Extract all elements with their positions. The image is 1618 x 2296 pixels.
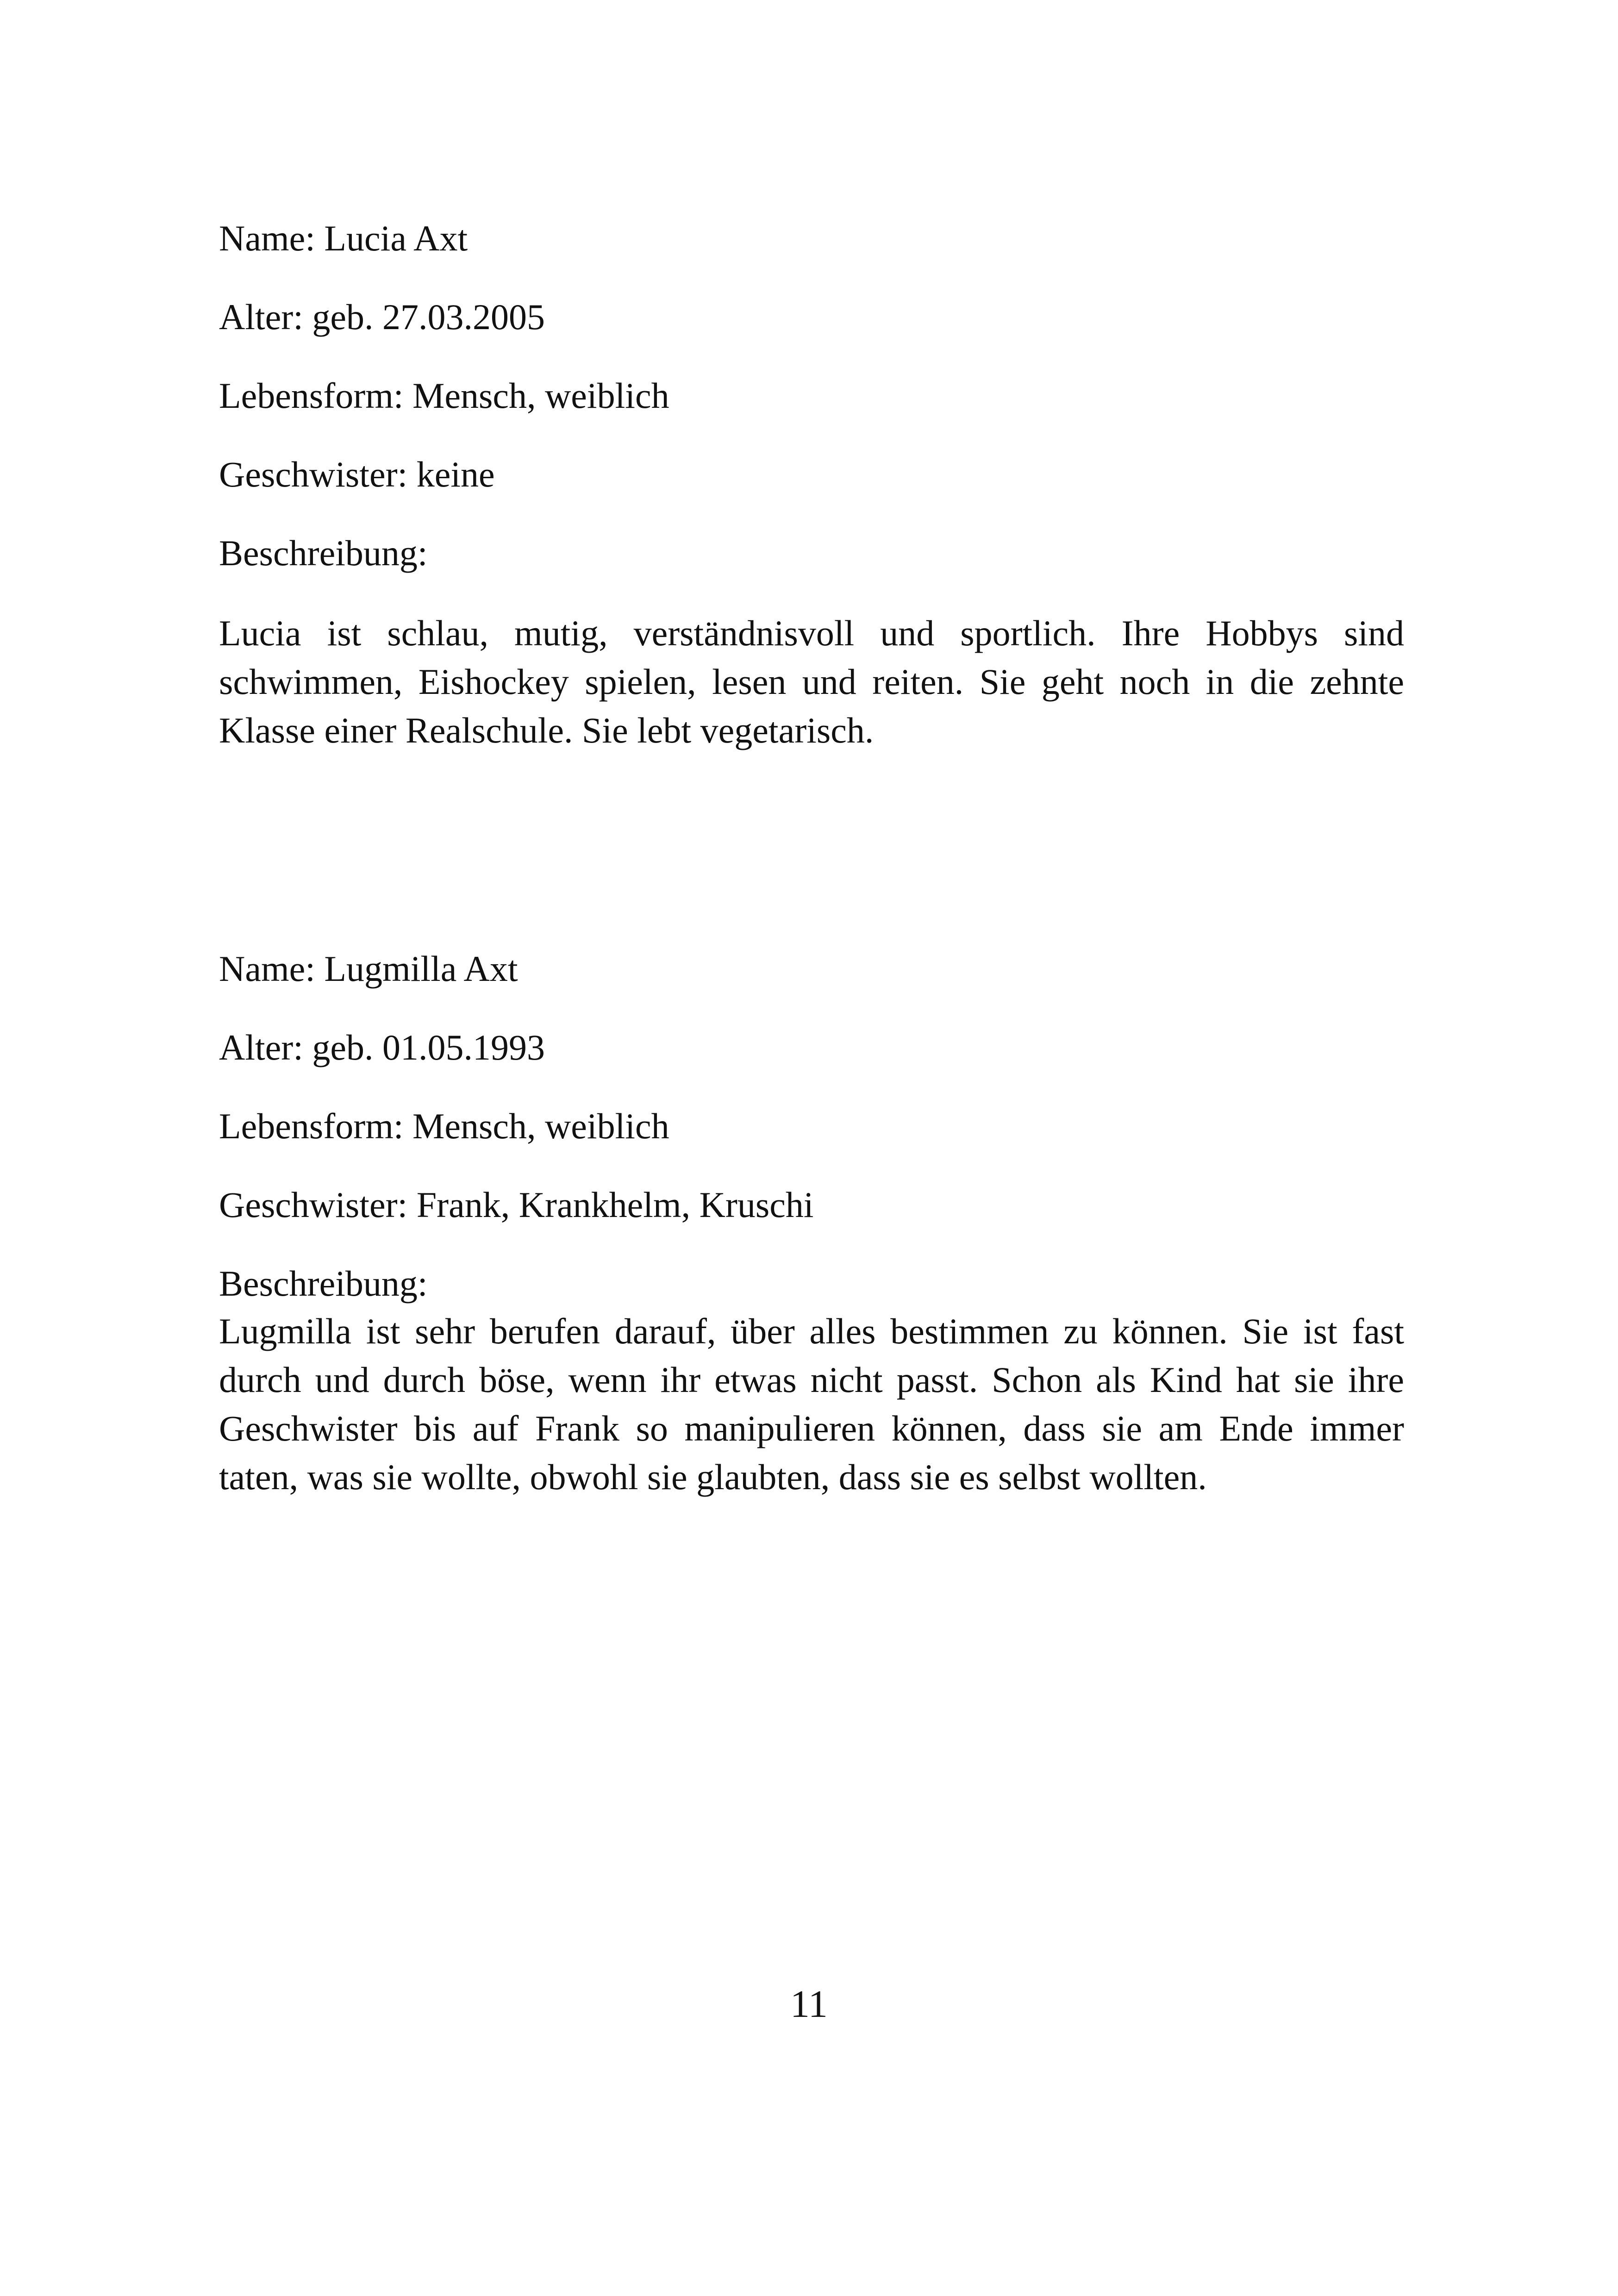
profile-siblings: Geschwister: Frank, Krankhelm, Kruschi <box>219 1185 814 1225</box>
profile-description: Lucia ist schlau, mutig, verständnisvoll und sportlich. Ihre Hobbys sind schwimmen, Eishockey spielen, lesen und reiten. Sie geht noch in die zehnte Klasse einer Realschule. Sie lebt vegetarisch. <box>219 613 1404 750</box>
profile-description-label: Beschreibung: <box>219 1263 428 1304</box>
profile-description-label: Beschreibung: <box>219 533 428 573</box>
profile-name: Name: Lugmilla Axt <box>219 948 518 989</box>
profile-lifeform: Lebensform: Mensch, weiblich <box>219 1106 669 1146</box>
profile-lifeform: Lebensform: Mensch, weiblich <box>219 375 669 416</box>
profile-description: Lugmilla ist sehr berufen darauf, über alles bestimmen zu können. Sie ist fast durch und durch böse, wenn ihr etwas nicht passt. Schon als Kind hat sie ihre Geschwister bis auf Frank so manipulieren können, dass sie am Ende immer taten, was sie wollte, obwohl sie glaubten, dass sie es selbst wollten. <box>219 1311 1404 1497</box>
profile-age: Alter: geb. 27.03.2005 <box>219 297 545 337</box>
profile-age: Alter: geb. 01.05.1993 <box>219 1027 545 1067</box>
page-number: 11 <box>790 1983 828 2026</box>
profile-siblings: Geschwister: keine <box>219 454 495 494</box>
profile-name: Name: Lucia Axt <box>219 218 468 258</box>
